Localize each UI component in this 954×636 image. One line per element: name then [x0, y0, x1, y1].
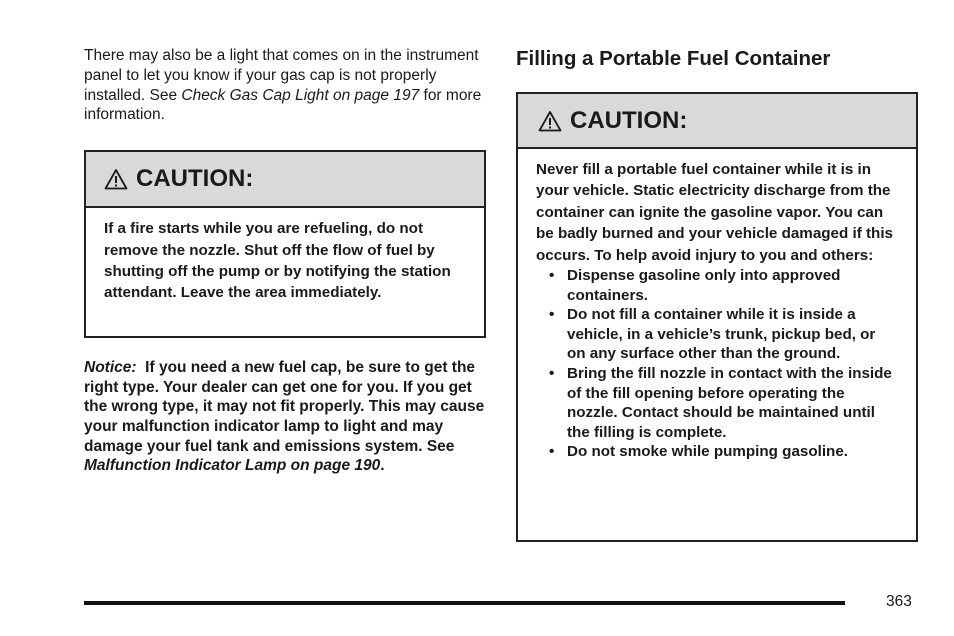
bullet-item: • Dispense gasoline only into approved containers. — [536, 266, 898, 305]
safety-bullet-list — [536, 266, 898, 462]
notice-text: If you need a new fuel cap, be sure to get the right type. Your dealer can get one for you. If you get the wrong type, it may not fit properly. This may cause your malfunction indicator lamp to light and may damage your fuel tank and emissions system. See — [84, 359, 485, 455]
notice-label: Notice: — [84, 359, 137, 377]
left-column — [84, 46, 486, 476]
bullet-item: • Do not smoke while pumping gasoline. — [536, 442, 898, 462]
caution-title: CAUTION: — [136, 165, 254, 193]
notice-paragraph — [84, 358, 486, 476]
caution-header — [86, 152, 484, 208]
bullet-item: • Do not fill a container while it is inside a vehicle, in a vehicle’s trunk, pickup bed, or on any surface other than the ground. — [536, 305, 898, 364]
page-number: 363 — [886, 593, 912, 610]
intro-text: There may also be a light that comes on in the instrument panel to let you know if your gas cap is not properly installed. See — [84, 47, 479, 104]
intro-text-end: for more information. — [84, 86, 482, 124]
gas-cap-light-reference: Check Gas Cap Light on page 197 — [181, 86, 420, 104]
caution-text: Never fill a portable fuel container while it is in your vehicle. Static electricity discharge from the container can ignite the gasoline vapor. You can be badly burned and your vehicle damaged if this occurs. To help avoid injury to you and others: — [536, 161, 893, 264]
bullet-item: • Bring the fill nozzle in contact with the inside of the fill opening before operating the nozzle. Contact should be maintained until the filling is complete. — [536, 364, 898, 442]
warning-triangle-icon — [104, 168, 128, 190]
caution-text: If a fire starts while you are refueling, do not remove the nozzle. Shut off the flow of fuel by shutting off the pump or by notifying the station attendant. Leave the area immediately. — [104, 220, 451, 302]
notice-end: . — [380, 457, 385, 475]
caution-header — [518, 94, 916, 149]
warning-triangle-icon — [538, 110, 562, 132]
intro-paragraph — [84, 46, 486, 125]
malfunction-lamp-reference: Malfunction Indicator Lamp on page 190 — [84, 457, 381, 475]
footer-rule — [84, 601, 845, 605]
section-heading: Filling a Portable Fuel Container — [516, 47, 831, 70]
caution-content — [518, 149, 916, 462]
fire-caution-box — [84, 150, 486, 338]
portable-container-caution-box — [516, 92, 918, 542]
caution-title: CAUTION: — [570, 106, 688, 134]
right-column — [516, 46, 918, 542]
